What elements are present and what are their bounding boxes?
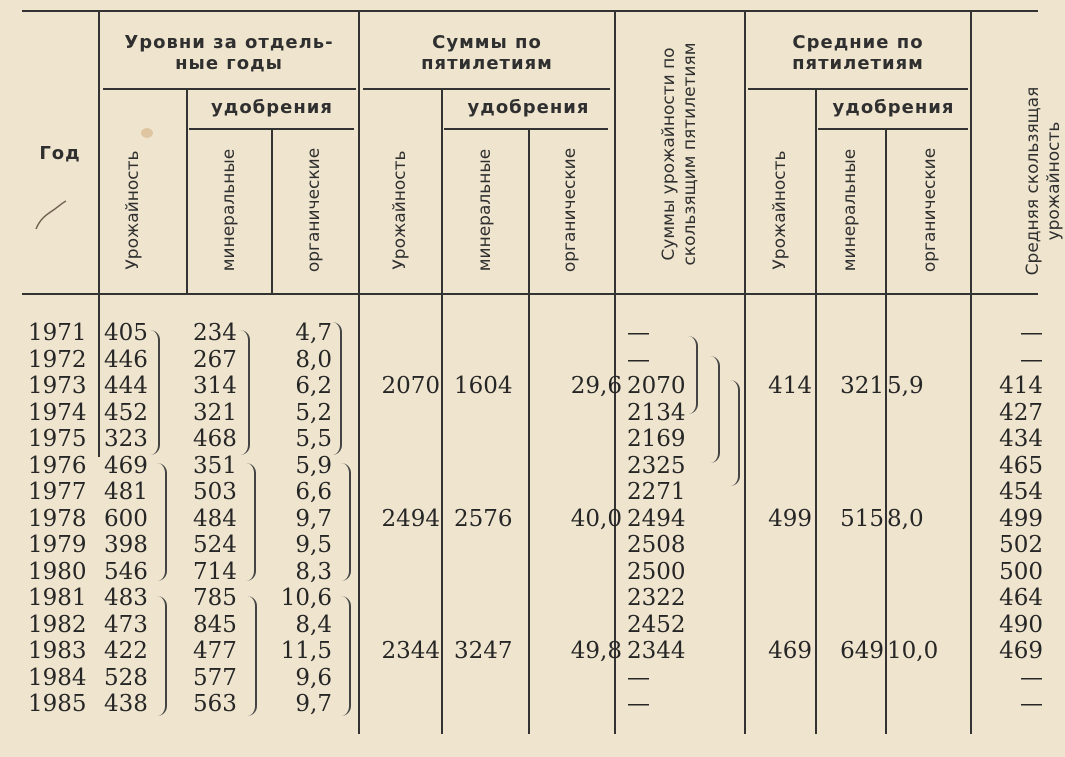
moving-avg-cell: — [1020,691,1043,717]
organic-cell: 6,6 [295,479,332,505]
brace-organic-1 [330,322,342,455]
moving-sum-cell: — [627,346,650,373]
col-divider-5 [441,90,443,734]
levels-header: Уровни за отдель- ные годы [124,32,334,74]
avg-organic-cell: 10,0 [887,638,939,664]
organic-cell: 5,2 [295,399,332,426]
moving-sum-cell: — [627,691,650,717]
organic-cell: 9,6 [295,664,332,691]
mineral-cell: 577 [193,664,237,691]
moving-avg-cell: 454 [999,479,1043,505]
year-cell: 1984 [28,664,87,691]
brace-yield-1 [150,330,160,455]
year-cell: 1980 [28,558,87,585]
moving-avg-cell: 465 [999,452,1043,479]
yield-cell: 446 [104,346,148,373]
year-cell: 1974 [28,399,87,426]
year-cell: 1981 [28,585,87,611]
sum-yield-cell: 2344 [381,638,440,664]
sums-sub-rule [363,88,610,90]
year-cell: 1985 [28,691,87,717]
moving-avg-cell: 502 [999,532,1043,558]
avg-fertilizers-header: удобрения [832,97,955,118]
moving-avg-cell: 490 [999,611,1043,638]
mineral-cell: 524 [193,532,237,558]
yield-cell: 546 [104,558,148,585]
mineral-cell: 351 [193,452,237,479]
organic-cell: 9,7 [295,691,332,717]
brace-moving-1 [688,336,698,414]
levels-sub-rule [103,88,356,90]
year-cell: 1975 [28,426,87,452]
year-cell: 1971 [28,320,87,346]
yield-cell: 405 [104,320,148,346]
organic-cell: 9,5 [295,532,332,558]
organic-cell: 5,9 [295,452,332,479]
moving-avg-cell: — [1020,664,1043,691]
year-cell: 1979 [28,532,87,558]
yield-cell: 452 [104,399,148,426]
organic-cell: 8,0 [295,346,332,373]
moving-sum-cell: 2344 [627,638,686,664]
sums-fertilizers-header: удобрения [467,97,590,118]
yield-cell: 323 [104,426,148,452]
moving-avg-cell: — [1020,346,1043,373]
year-cell: 1973 [28,373,87,399]
sum-mineral-cell: 1604 [454,373,513,399]
yield-cell: 481 [104,479,148,505]
year-cell: 1977 [28,479,87,505]
organic-cell: 8,4 [295,611,332,638]
brace-mineral-2 [244,463,256,581]
avg-yield-header: Урожайность [770,150,790,270]
top-rule [22,10,1038,12]
avg-yield-cell: 414 [768,373,812,399]
col-divider-2 [186,90,188,293]
mineral-cell: 314 [193,373,237,399]
sum-organic-cell: 29,6 [570,373,622,399]
year-cell: 1976 [28,452,87,479]
moving-avg-header: Средняя скользящая урожайность [1023,86,1064,276]
averages-header: Средние по пятилетиям [792,32,924,74]
sum-mineral-cell: 2576 [454,505,513,532]
organic-cell: 5,5 [295,426,332,452]
col-divider-1 [98,12,100,457]
levels-yield-header: Урожайность [123,150,143,270]
mineral-cell: 484 [193,505,237,532]
sums-fert-rule [444,128,608,130]
mineral-cell: 503 [193,479,237,505]
mineral-cell: 563 [193,691,237,717]
brace-mineral-3 [245,596,257,716]
yield-cell: 473 [104,611,148,638]
avg-fert-rule [818,128,968,130]
year-header: Год [39,143,81,164]
brace-organic-2 [339,463,351,581]
organic-cell: 9,7 [295,505,332,532]
yield-cell: 528 [104,664,148,691]
sum-organic-cell: 49,8 [570,638,622,664]
moving-avg-cell: 469 [999,638,1043,664]
moving-sum-cell: — [627,664,650,691]
organic-cell: 10,6 [280,585,332,611]
levels-organic-header: органические [304,147,324,273]
organic-cell: 6,2 [295,373,332,399]
sums-mineral-header: минеральные [475,148,495,272]
avg-organic-cell: 5,9 [887,373,924,399]
col-divider-11 [970,12,972,734]
moving-sum-cell: 2070 [627,373,686,399]
avg-mineral-header: минеральные [840,148,860,272]
moving-avg-cell: 499 [999,505,1043,532]
moving-avg-cell: 434 [999,426,1043,452]
avg-organic-cell: 8,0 [887,505,924,532]
avg-mineral-cell: 649 [840,638,884,664]
yield-cell: 444 [104,373,148,399]
moving-sum-cell: 2500 [627,558,686,585]
moving-avg-cell: 500 [999,558,1043,585]
brace-mineral-1 [238,330,250,455]
avg-mineral-cell: 321 [840,373,884,399]
year-cell: 1983 [28,638,87,664]
mineral-cell: 267 [193,346,237,373]
moving-sum-cell: 2494 [627,505,686,532]
avg-mineral-cell: 515 [840,505,884,532]
ink-smudge [141,128,153,138]
moving-sum-cell: 2322 [627,585,686,611]
organic-cell: 11,5 [280,638,332,664]
moving-sum-cell: 2325 [627,452,686,479]
yield-cell: 398 [104,532,148,558]
yield-cell: 600 [104,505,148,532]
brace-yield-3 [157,596,167,716]
avg-yield-cell: 469 [768,638,812,664]
avg-sub-rule [748,88,968,90]
levels-fertilizers-header: удобрения [211,97,333,118]
year-cell: 1972 [28,346,87,373]
yield-cell: 483 [104,585,148,611]
year-cell: 1982 [28,611,87,638]
brace-moving-2 [710,356,720,463]
yield-cell: 422 [104,638,148,664]
moving-sums-header: Суммы урожайности по скользящим пятилетиям [659,42,700,266]
brace-yield-2 [157,463,167,581]
yield-cell: 438 [104,691,148,717]
moving-sum-cell: — [627,320,650,346]
levels-mineral-header: минеральные [219,148,239,272]
sums-yield-header: Урожайность [390,150,410,270]
avg-yield-cell: 499 [768,505,812,532]
sum-mineral-cell: 3247 [454,638,513,664]
mineral-cell: 785 [193,585,237,611]
organic-cell: 8,3 [295,558,332,585]
moving-avg-cell: 414 [999,373,1043,399]
brace-moving-3 [730,380,740,486]
sums-organic-header: органические [560,147,580,273]
sum-yield-cell: 2070 [381,373,440,399]
avg-organic-header: органические [920,147,940,273]
sum-yield-cell: 2494 [381,505,440,532]
moving-avg-cell: — [1020,320,1043,346]
year-cell: 1978 [28,505,87,532]
mineral-cell: 468 [193,426,237,452]
sum-organic-cell: 40,0 [570,505,622,532]
moving-avg-cell: 427 [999,399,1043,426]
moving-sum-cell: 2271 [627,479,686,505]
moving-avg-cell: 464 [999,585,1043,611]
mineral-cell: 234 [193,320,237,346]
mineral-cell: 477 [193,638,237,664]
mineral-cell: 845 [193,611,237,638]
pencil-mark [30,195,70,235]
sums-header: Суммы по пятилетиям [421,32,553,74]
brace-organic-3 [339,596,351,716]
col-divider-3 [271,130,273,293]
yield-cell: 469 [104,452,148,479]
moving-sum-cell: 2169 [627,426,686,452]
moving-sum-cell: 2452 [627,611,686,638]
moving-sum-cell: 2508 [627,532,686,558]
mineral-cell: 714 [193,558,237,585]
mineral-cell: 321 [193,399,237,426]
organic-cell: 4,7 [295,320,332,346]
moving-sum-cell: 2134 [627,399,686,426]
